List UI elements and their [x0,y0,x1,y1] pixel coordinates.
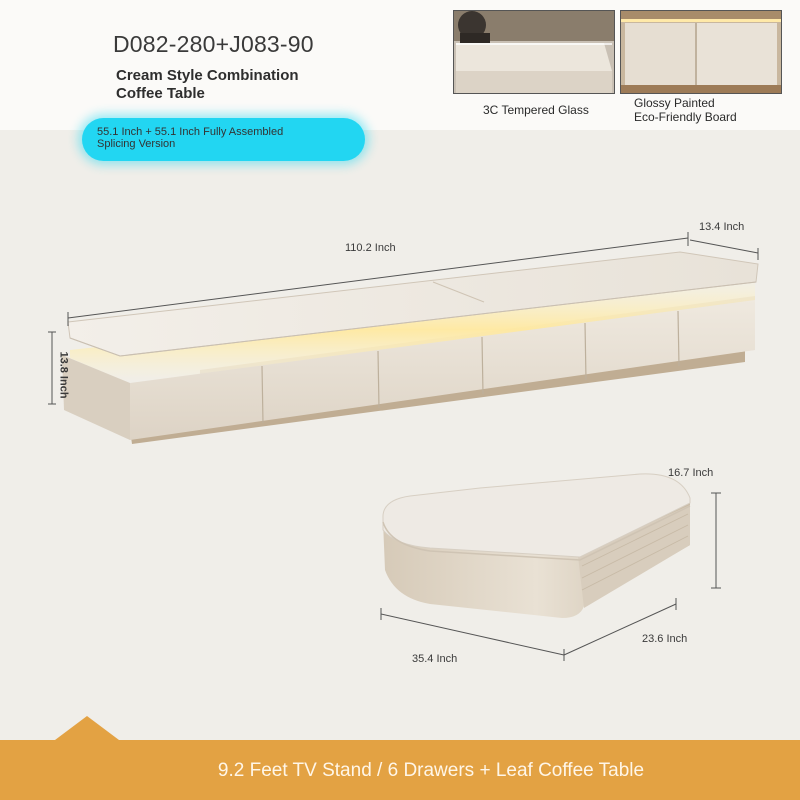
tv-stand-length-label: 110.2 Inch [345,242,396,254]
subtitle-line-2: Coffee Table [116,85,205,102]
tempered-glass-caption: 3C Tempered Glass [483,103,589,117]
footer-notch [55,716,119,740]
tv-stand-height-label: 13.8 Inch [57,351,70,399]
model-number: D082-280+J083-90 [113,31,314,57]
subtitle-line-1: Cream Style Combination [116,67,299,84]
coffee-table-depth-label: 23.6 Inch [642,633,688,645]
coffee-table-height-label: 16.7 Inch [668,467,714,479]
painted-board-caption: Glossy Painted Eco-Friendly Board [634,96,737,124]
coffee-table-width-label: 35.4 Inch [412,653,458,665]
tv-stand-depth-label: 13.4 Inch [699,221,745,233]
footer-text: 9.2 Feet TV Stand / 6 Drawers + Leaf Coffee Table [217,760,645,781]
badge-text: 55.1 Inch + 55.1 Inch Fully Assembled Splicing Version [97,126,284,150]
